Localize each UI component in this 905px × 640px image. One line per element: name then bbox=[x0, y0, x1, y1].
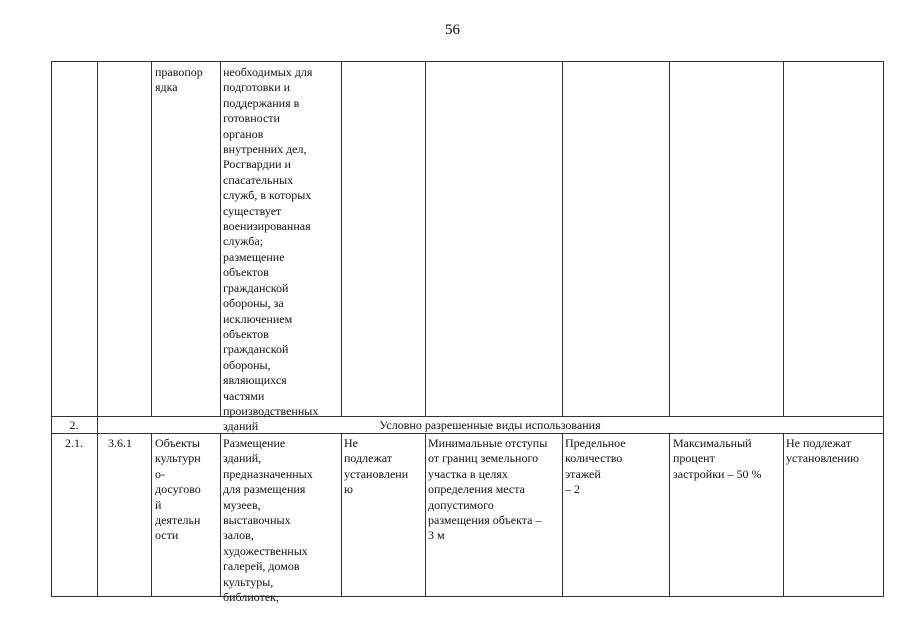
column-divider bbox=[425, 61, 426, 416]
column-divider bbox=[97, 61, 98, 597]
land-use-regulations-table bbox=[51, 61, 884, 605]
column-divider bbox=[51, 61, 52, 597]
column-divider bbox=[151, 433, 152, 597]
item-name: Объекты культурн о- досугово й деятельн ости bbox=[155, 436, 201, 543]
item-setbacks: Минимальные отступы от границ земельного участка в целях определения места допустимого размещения объекта – 3 м bbox=[428, 436, 548, 543]
item-floors: Предельное количество этажей – 2 bbox=[565, 436, 626, 497]
column-divider bbox=[151, 61, 152, 416]
column-divider bbox=[669, 61, 670, 416]
item-area-limits: Не подлежат установлени ю bbox=[344, 436, 409, 497]
continued-name-cell: правопор ядка bbox=[155, 65, 203, 95]
column-divider bbox=[562, 61, 563, 416]
column-divider bbox=[783, 61, 784, 416]
column-divider bbox=[220, 61, 221, 416]
item-number: 2.1. bbox=[65, 436, 83, 450]
item-code: 3.6.1 bbox=[108, 436, 132, 450]
column-divider bbox=[562, 433, 563, 597]
section-title: Условно разрешенные виды использования bbox=[379, 418, 601, 432]
continued-description-cell: необходимых для подготовки и поддержания в готовности органов внутренних дел, Росгвардии и спасательных служб, в которых существует военизированная служба; размещение объектов гражданской обороны, за исключением объектов гражданской обороны, являющихся частями производственных зданий bbox=[223, 65, 319, 434]
column-divider bbox=[341, 433, 342, 597]
column-divider bbox=[341, 61, 342, 416]
column-divider bbox=[669, 433, 670, 597]
column-divider bbox=[883, 61, 884, 597]
column-divider bbox=[783, 433, 784, 597]
table-border-bottom bbox=[51, 596, 884, 597]
table-border-top bbox=[51, 61, 884, 62]
row-divider bbox=[51, 416, 884, 417]
item-other-params: Не подлежат установлению bbox=[786, 436, 860, 466]
column-divider bbox=[425, 433, 426, 597]
column-divider bbox=[220, 433, 221, 597]
section-number: 2. bbox=[69, 418, 79, 432]
item-coverage: Максимальный процент застройки – 50 % bbox=[673, 436, 762, 481]
page-number: 56 bbox=[445, 22, 460, 38]
item-description: Размещение зданий, предназначенных для размещения музеев, выставочных залов, художественных галерей, домов культуры, библиотек, bbox=[223, 436, 313, 605]
